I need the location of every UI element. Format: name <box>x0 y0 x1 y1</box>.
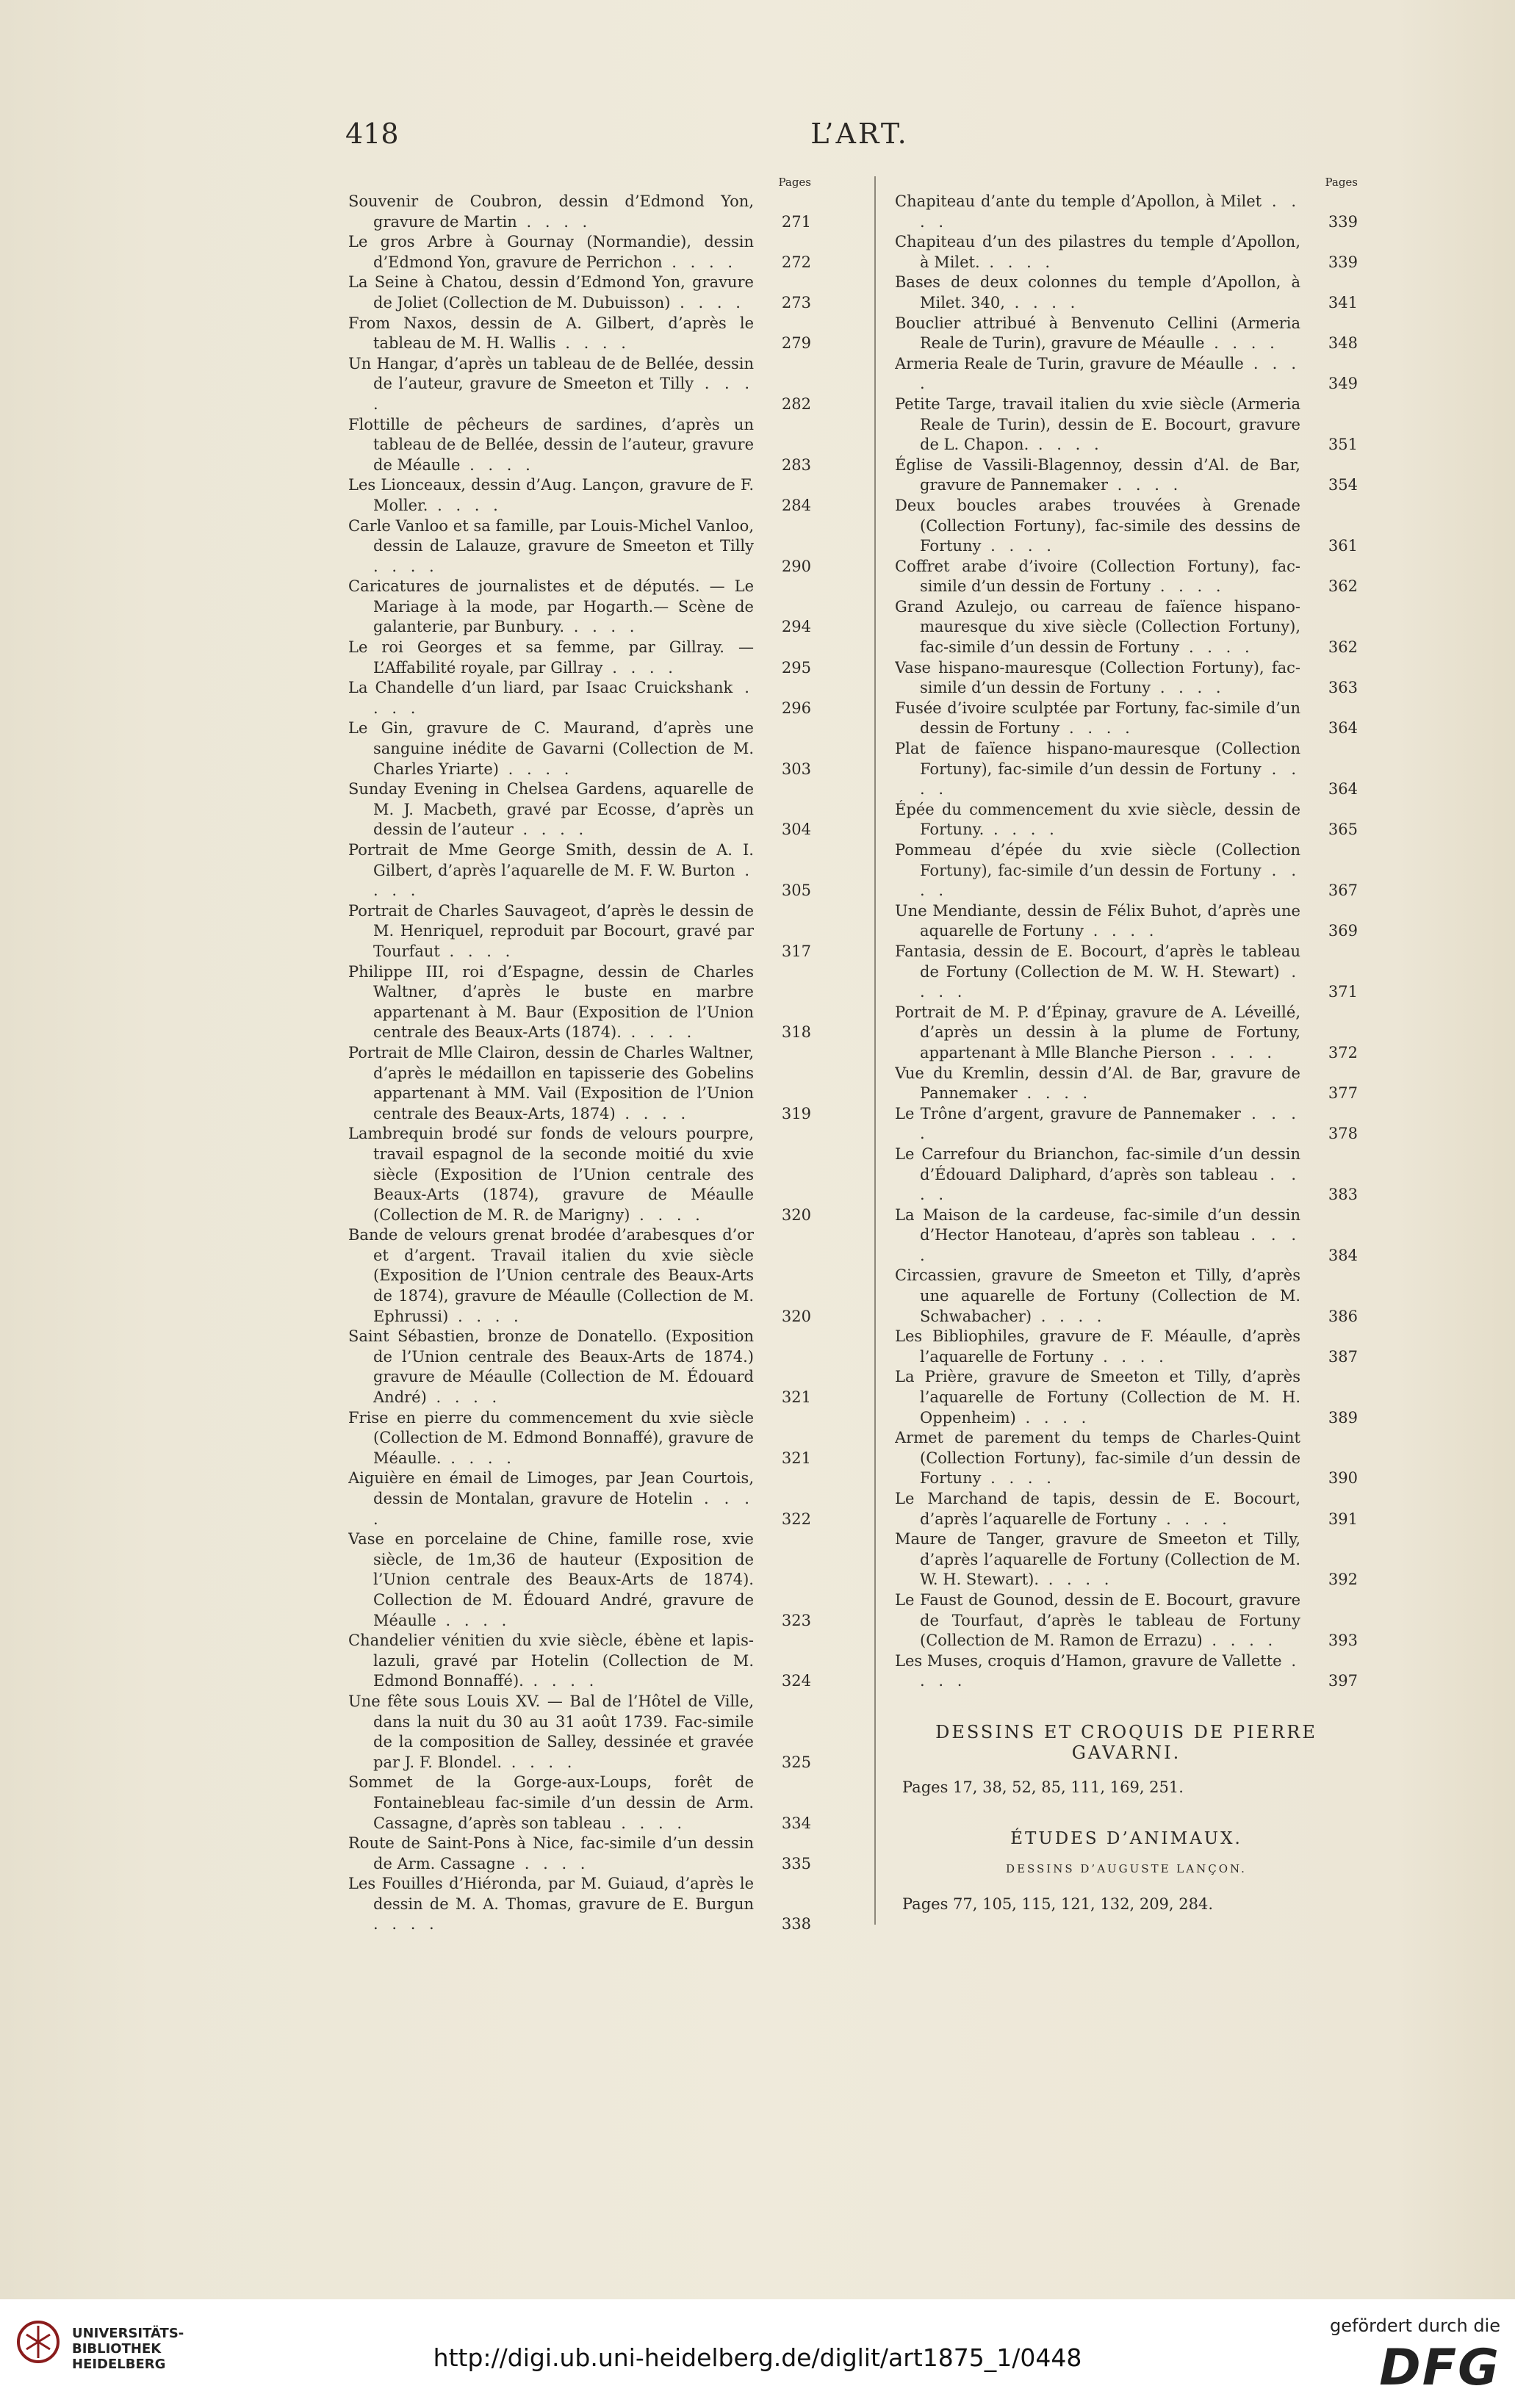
gavarni-section-title: DESSINS ET CROQUIS DE PIERRE GAVARNI. <box>935 1721 1317 1763</box>
entry-page-number: 372 <box>1328 1043 1358 1061</box>
dot-leader: . . . . <box>979 253 1055 271</box>
entry-page-number: 339 <box>1328 253 1358 271</box>
dot-leader: . . . . <box>426 1388 502 1407</box>
entry-title: Bouclier attribué à Benvenuto Cellini (Armeria Reale de Turin), gravure de Méaulle . . . . <box>895 314 1300 353</box>
index-entry <box>895 394 1358 455</box>
entry-page-number: 391 <box>1328 1510 1358 1528</box>
entry-page-number: 319 <box>781 1104 811 1122</box>
entry-title: Caricatures de journalistes et de députés. — Le Mariage à la mode, par Hogarth.— Scène de galanterie, par Bunbury. . . . . <box>348 577 754 636</box>
right-column <box>895 173 1358 1915</box>
dot-leader: . . . . <box>920 1104 1300 1143</box>
dot-leader: . . . . <box>1039 1571 1114 1589</box>
dot-leader: . . . . <box>1204 334 1279 353</box>
index-entry <box>895 192 1358 232</box>
index-entry <box>348 516 811 577</box>
entry-title: Vase en porcelaine de Chine, famille rose, xvie siècle, de 1m,36 de hauteur (Exposition de l’Union centrale des Beaux-Arts de 1874). Collection de M. Édouard André, gravure de Méaulle . . . . <box>348 1530 754 1629</box>
index-entry <box>348 577 811 638</box>
entry-page-number: 338 <box>781 1915 811 1933</box>
entry-title: Grand Azulejo, ou carreau de faïence hispano-mauresque du xive siècle (Collection Fortuny), fac-simile d’un dessin de Fortuny . . . . <box>895 597 1300 657</box>
entry-page-number: 387 <box>1328 1347 1358 1366</box>
dot-leader: . . . . <box>517 212 592 231</box>
entry-title: Saint Sébastien, bronze de Donatello. (Exposition de l’Union centrale des Beaux-Arts de 1874.) gravure de Méaulle (Collection de M. Édouard André) . . . . <box>348 1327 754 1407</box>
entry-title: Frise en pierre du commencement du xvie siècle (Collection de M. Edmond Bonnaffé), gravure de Méaulle. . . . . <box>348 1408 754 1467</box>
entry-page-number: 317 <box>781 942 811 960</box>
entry-title: Aiguière en émail de Limoges, par Jean Courtois, dessin de Montalan, gravure de Hotelin . . . . <box>348 1469 754 1528</box>
running-title: L’ART. <box>810 118 909 150</box>
dot-leader: . . . . <box>611 1814 687 1832</box>
entry-page-number: 296 <box>781 699 811 717</box>
dot-leader: . . . . <box>920 962 1300 1001</box>
index-entry <box>895 1144 1358 1205</box>
entry-title: Le Gin, gravure de C. Maurand, d’après une sanguine inédite de Gavarni (Collection de M. Charles Yriarte) . . . . <box>348 719 754 778</box>
entry-title: Chandelier vénitien du xvie siècle, ébène et lapis-lazuli, gravé par Hotelin (Collection de M. Edmond Bonnaffé). . . . . <box>348 1632 754 1690</box>
library-name-line: HEIDELBERG <box>72 2357 166 2372</box>
entry-page-number: 290 <box>781 557 811 575</box>
entry-page-number: 378 <box>1328 1125 1358 1143</box>
entry-page-number: 318 <box>781 1023 811 1042</box>
entry-title: Une Mendiante, dessin de Félix Buhot, d’après une aquarelle de Fortuny . . . . <box>895 901 1300 940</box>
index-entry <box>348 1834 811 1874</box>
entry-title: Un Hangar, d’après un tableau de de Bellée, dessin de l’auteur, gravure de Smeeton et Tilly . . . . <box>348 354 754 413</box>
dot-leader: . . . . <box>1004 293 1080 311</box>
dot-leader: . . . . <box>981 537 1056 555</box>
index-entry <box>348 415 811 476</box>
dot-leader: . . . . <box>1107 476 1183 494</box>
index-entry <box>348 678 811 718</box>
index-entry <box>895 1367 1358 1428</box>
dot-leader: . . . . <box>1032 1307 1106 1325</box>
entry-title: Maure de Tanger, gravure de Smeeton et Tilly, d’après l’aquarelle de Fortuny (Collection de M. W. H. Stewart). . . . . <box>895 1530 1300 1589</box>
page-header <box>345 118 1374 162</box>
entry-page-number: 365 <box>1328 821 1358 839</box>
dot-leader: . . . . <box>670 293 745 311</box>
index-entry <box>348 314 811 354</box>
entry-title: Route de Saint-Pons à Nice, fac-simile d’un dessin de Arm. Cassagne . . . . <box>348 1834 754 1872</box>
entry-title: La Chandelle d’un liard, par Isaac Cruickshank . . . . <box>348 679 754 717</box>
index-entry <box>348 273 811 313</box>
index-entry <box>895 1489 1358 1529</box>
index-entry <box>348 475 811 516</box>
left-entry-list <box>348 192 811 1935</box>
entry-page-number: 383 <box>1328 1186 1358 1204</box>
entry-title: Le Marchand de tapis, dessin de E. Bocourt, d’après l’aquarelle de Fortuny . . . . <box>895 1490 1300 1528</box>
dot-leader: . . . . <box>502 1753 577 1771</box>
dot-leader: . . . . <box>373 679 754 717</box>
entry-title: La Maison de la cardeuse, fac-simile d’un dessin d’Hector Hanoteau, d’après son tableau . . . . <box>895 1205 1300 1264</box>
entry-title: Épée du commencement du xvie siècle, dessin de Fortuny. . . . . <box>895 800 1300 839</box>
index-entry <box>895 1590 1358 1651</box>
entry-page-number: 362 <box>1328 577 1358 596</box>
entry-title: Philippe III, roi d’Espagne, dessin de Charles Waltner, d’après le buste en marbre appartenant à M. Baur (Exposition de l’Union centrale des Beaux-Arts (1874). . . . . <box>348 962 754 1042</box>
index-entry <box>895 597 1358 658</box>
index-entry <box>895 1266 1358 1327</box>
index-entry <box>348 962 811 1043</box>
index-entry <box>895 314 1358 354</box>
dot-leader: . . . . <box>373 1915 439 1933</box>
entry-title: Les Fouilles d’Hiéronda, par M. Guiaud, d’après le dessin de M. A. Thomas, gravure de E. Burgun . . . . <box>348 1875 754 1933</box>
dot-leader: . . . . <box>1015 1408 1091 1427</box>
entry-page-number: 323 <box>781 1611 811 1629</box>
dot-leader: . . . . <box>984 821 1059 839</box>
entry-page-number: 320 <box>781 1307 811 1325</box>
index-entry <box>348 1631 811 1692</box>
entry-title: Flottille de pêcheurs de sardines, d’après un tableau de de Bellée, dessin de l’auteur, gravure de Méaulle . . . . <box>348 415 754 474</box>
dot-leader: . . . . <box>1017 1084 1093 1103</box>
entry-page-number: 304 <box>781 821 811 839</box>
column-divider <box>874 176 876 1925</box>
index-entry <box>895 1327 1358 1367</box>
entry-title: Carle Vanloo et sa famille, par Louis-Michel Vanloo, dessin de Lalauze, gravure de Smeeton et Tilly . . . . <box>348 516 754 575</box>
entry-title: Souvenir de Coubron, dessin d’Edmond Yon, gravure de Martin . . . . <box>348 192 754 231</box>
entry-page-number: 321 <box>781 1388 811 1407</box>
entry-title: Armet de parement du temps de Charles-Quint (Collection Fortuny), fac-simile d’un dessin de Fortuny . . . . <box>895 1429 1300 1488</box>
dot-leader: . . . . <box>1059 719 1134 738</box>
dot-leader: . . . . <box>373 557 439 575</box>
animaux-section-subtitle: DESSINS D’AUGUSTE LANÇON. <box>1006 1862 1247 1876</box>
index-entry <box>348 718 811 779</box>
entry-title: Portrait de Mlle Clairon, dessin de Charles Waltner, d’après le médaillon en tapisserie des Gobelins appartenant à MM. Vail (Exposition de l’Union centrale des Beaux-Arts, 1874) . . . . <box>348 1043 754 1122</box>
entry-title: Plat de faïence hispano-mauresque (Collection Fortuny), fac-simile d’un dessin de Fortuny . . . . <box>895 740 1300 799</box>
index-entry <box>895 658 1358 699</box>
entry-page-number: 392 <box>1328 1571 1358 1589</box>
index-entry <box>895 1205 1358 1266</box>
index-entry <box>348 638 811 678</box>
index-entry <box>895 1651 1358 1692</box>
index-entry <box>348 901 811 962</box>
entry-title: Bande de velours grenat brodée d’arabesques d’or et d’argent. Travail italien du xvie siècle (Exposition de l’Union centrale des Beaux-Arts de 1874), gravure de Méaulle (Collection de M. Ephrussi) . . . . <box>348 1226 754 1325</box>
index-entry <box>348 1468 811 1529</box>
entry-page-number: 271 <box>781 212 811 231</box>
dot-leader: . . . . <box>621 1023 697 1042</box>
dot-leader: . . . . <box>1084 922 1159 940</box>
entry-title: Circassien, gravure de Smeeton et Tilly, d’après une aquarelle de Fortuny (Collection de M. Schwabacher) . . . . <box>895 1266 1300 1325</box>
entry-page-number: 369 <box>1328 922 1358 940</box>
entry-title: Fantasia, dessin de E. Bocourt, d’après le tableau de Fortuny (Collection de M. W. H. Stewart) . . . . <box>895 942 1300 1001</box>
index-entry <box>895 496 1358 557</box>
entry-title: Vue du Kremlin, dessin d’Al. de Bar, gravure de Pannemaker . . . . <box>895 1064 1300 1103</box>
dot-leader: . . . . <box>920 1651 1300 1690</box>
dot-leader: . . . . <box>920 760 1300 799</box>
entry-title: Petite Targe, travail italien du xvie siècle (Armeria Reale de Turin), dessin de E. Bocourt, gravure de L. Chapon. . . . . <box>895 394 1300 454</box>
entry-title: Le gros Arbre à Gournay (Normandie), dessin d’Edmond Yon, gravure de Perrichon . . . . <box>348 233 754 271</box>
dot-leader: . . . . <box>441 1449 516 1467</box>
entry-title: Église de Vassili-Blagennoy, dessin d’Al. de Bar, gravure de Pannemaker . . . . <box>895 455 1300 494</box>
entry-page-number: 320 <box>781 1205 811 1224</box>
library-name-line: BIBLIOTHEK <box>72 2341 162 2357</box>
entry-title: Portrait de Mme George Smith, dessin de A. I. Gilbert, d’après l’aquarelle de M. F. W. Burton . . . . <box>348 841 754 900</box>
dot-leader: . . . . <box>513 821 589 839</box>
dot-leader: . . . . <box>920 861 1300 900</box>
dot-leader: . . . . <box>1179 638 1254 657</box>
entry-page-number: 390 <box>1328 1469 1358 1488</box>
entry-title: La Prière, gravure de Smeeton et Tilly, d’après l’aquarelle de Fortuny (Collection de M. H. Oppenheim) . . . . <box>895 1368 1300 1427</box>
entry-page-number: 364 <box>1328 780 1358 799</box>
index-entry <box>895 1064 1358 1104</box>
dot-leader: . . . . <box>1201 1043 1276 1061</box>
dot-leader: . . . . <box>436 1611 511 1629</box>
dot-leader: . . . . <box>981 1469 1056 1488</box>
entry-page-number: 335 <box>781 1854 811 1872</box>
entry-page-number: 279 <box>781 334 811 353</box>
entry-page-number: 377 <box>1328 1084 1358 1103</box>
entry-title: Deux boucles arabes trouvées à Grenade (Collection Fortuny), fac-simile des dessins de Fortuny . . . . <box>895 496 1300 555</box>
dot-leader: . . . . <box>373 1490 754 1528</box>
index-entry <box>348 840 811 901</box>
entry-title: Les Lionceaux, dessin d’Aug. Lançon, gravure de F. Moller. . . . . <box>348 476 754 514</box>
index-entry <box>895 1529 1358 1590</box>
dot-leader: . . . . <box>920 192 1300 231</box>
index-entry <box>348 1773 811 1834</box>
dot-leader: . . . . <box>1156 1510 1231 1528</box>
entry-title: Portrait de M. P. d’Épinay, gravure de A. Léveillé, d’après un dessin à la plume de Fortuny, appartenant à Mlle Blanche Pierson . . . . <box>895 1003 1300 1061</box>
dot-leader: . . . . <box>373 375 754 413</box>
index-entry <box>348 1327 811 1407</box>
dot-leader: . . . . <box>428 496 503 514</box>
entry-page-number: 361 <box>1328 537 1358 555</box>
entry-title: Vase hispano-mauresque (Collection Fortuny), fac-simile d’un dessin de Fortuny . . . . <box>895 658 1300 697</box>
entry-title: Lambrequin brodé sur fonds de velours pourpre, travail espagnol de la seconde moitié du xvie siècle (Exposition de l’Union centrale des Beaux-Arts (1874), gravure de Méaulle (Collection de M. R. de Marigny) . . . . <box>348 1125 754 1224</box>
animaux-section-title: ÉTUDES D’ANIMAUX. <box>1010 1828 1242 1848</box>
source-url[interactable]: http://digi.ub.uni-heidelberg.de/diglit/art1875_1/0448 <box>433 2343 1082 2372</box>
entry-title: Le Trône d’argent, gravure de Pannemaker . . . . <box>895 1104 1300 1143</box>
library-name-line: UNIVERSITÄTS- <box>72 2326 184 2341</box>
dot-leader: . . . . <box>615 1104 691 1122</box>
index-entry <box>895 800 1358 840</box>
right-entry-list <box>895 192 1358 1692</box>
index-entry <box>348 1043 811 1124</box>
index-entry <box>348 1225 811 1327</box>
entry-page-number: 324 <box>781 1672 811 1690</box>
entry-page-number: 393 <box>1328 1632 1358 1650</box>
entry-page-number: 371 <box>1328 983 1358 1001</box>
gavarni-page-list: Pages 17, 38, 52, 85, 111, 169, 251. <box>902 1778 1184 1797</box>
digitization-footer <box>0 2299 1515 2408</box>
index-entry <box>348 1124 811 1225</box>
dot-leader: . . . . <box>1151 679 1226 697</box>
entry-page-number: 389 <box>1328 1408 1358 1427</box>
left-column <box>348 173 811 1935</box>
dot-leader: . . . . <box>515 1854 590 1872</box>
index-entry <box>895 840 1358 901</box>
entry-page-number: 305 <box>781 882 811 900</box>
dot-leader: . . . . <box>1151 577 1226 596</box>
dot-leader: . . . . <box>448 1307 523 1325</box>
index-entry <box>895 273 1358 313</box>
entry-title: Portrait de Charles Sauvageot, d’après le dessin de M. Henriquel, reproduit par Bocourt, gravé par Tourfaut . . . . <box>348 901 754 960</box>
index-entry <box>895 557 1358 597</box>
entry-title: Les Bibliophiles, gravure de F. Méaulle, d’après l’aquarelle de Fortuny . . . . <box>895 1327 1300 1366</box>
dot-leader: . . . . <box>523 1672 599 1690</box>
entry-page-number: 363 <box>1328 679 1358 697</box>
entry-page-number: 334 <box>781 1814 811 1832</box>
pages-heading-left: Pages <box>778 176 811 189</box>
entry-title: Le roi Georges et sa femme, par Gillray. — L’Affabilité royale, par Gillray . . . . <box>348 638 754 677</box>
dot-leader: . . . . <box>662 253 737 271</box>
entry-page-number: 351 <box>1328 436 1358 454</box>
entry-page-number: 386 <box>1328 1307 1358 1325</box>
dot-leader: . . . . <box>564 618 639 636</box>
entry-page-number: 273 <box>781 293 811 311</box>
index-entry <box>895 942 1358 1003</box>
entry-page-number: 303 <box>781 760 811 778</box>
dot-leader: . . . . <box>498 760 574 778</box>
entry-page-number: 397 <box>1328 1672 1358 1690</box>
index-entry <box>348 1692 811 1773</box>
entry-title: Fusée d’ivoire sculptée par Fortuny, fac-simile d’un dessin de Fortuny . . . . <box>895 699 1300 738</box>
entry-page-number: 348 <box>1328 334 1358 353</box>
dot-leader: . . . . <box>555 334 630 353</box>
dfg-logo: DFG <box>1379 2339 1500 2397</box>
pages-heading-right: Pages <box>1325 176 1358 189</box>
index-entry <box>895 232 1358 273</box>
entry-title: Le Carrefour du Brianchon, fac-simile d’un dessin d’Édouard Daliphard, d’après son tableau . . . . <box>895 1144 1300 1204</box>
index-entry <box>348 354 811 415</box>
entry-title: Les Muses, croquis d’Hamon, gravure de Vallette . . . . <box>895 1651 1300 1690</box>
dot-leader: . . . . <box>1093 1347 1168 1366</box>
entry-title: Pommeau d’épée du xvie siècle (Collection Fortuny), fac-simile d’un dessin de Fortuny . . . . <box>895 841 1300 900</box>
entry-page-number: 349 <box>1328 375 1358 393</box>
index-entry <box>348 779 811 840</box>
funding-label: gefördert durch die <box>1330 2315 1500 2336</box>
entry-page-number: 283 <box>781 455 811 474</box>
dot-leader: . . . . <box>373 861 754 900</box>
entry-page-number: 367 <box>1328 882 1358 900</box>
dot-leader: . . . . <box>920 1226 1300 1264</box>
entry-title: Chapiteau d’un des pilastres du temple d’Apollon, à Milet. . . . . <box>895 233 1300 271</box>
entry-page-number: 364 <box>1328 719 1358 738</box>
index-entry <box>348 1874 811 1935</box>
dot-leader: . . . . <box>630 1205 705 1224</box>
entry-title: Sunday Evening in Chelsea Gardens, aquarelle de M. J. Macbeth, gravé par Ecosse, d’après un dessin de l’auteur . . . . <box>348 780 754 839</box>
animaux-page-list: Pages 77, 105, 115, 121, 132, 209, 284. <box>902 1895 1214 1913</box>
entry-page-number: 322 <box>781 1510 811 1528</box>
entry-page-number: 354 <box>1328 476 1358 494</box>
entry-page-number: 294 <box>781 618 811 636</box>
entry-title: Coffret arabe d’ivoire (Collection Fortuny), fac-simile d’un dessin de Fortuny . . . . <box>895 557 1300 596</box>
index-entry <box>348 1408 811 1469</box>
entry-page-number: 325 <box>781 1753 811 1771</box>
entry-page-number: 295 <box>781 658 811 677</box>
dot-leader: . . . . <box>1202 1632 1278 1650</box>
entry-title: Le Faust de Gounod, dessin de E. Bocourt, gravure de Tourfaut, d’après le tableau de Fortuny (Collection de M. Ramon de Errazu) . . . . <box>895 1590 1300 1650</box>
dot-leader: . . . . <box>920 354 1300 393</box>
index-entry <box>348 232 811 273</box>
index-entry <box>895 739 1358 800</box>
entry-page-number: 284 <box>781 496 811 514</box>
entry-page-number: 362 <box>1328 638 1358 657</box>
index-entry <box>895 1003 1358 1064</box>
dot-leader: . . . . <box>920 1165 1300 1204</box>
entry-title: Sommet de la Gorge-aux-Loups, forêt de Fontainebleau fac-simile d’un dessin de Arm. Cassagne, d’après son tableau . . . . <box>348 1773 754 1832</box>
index-entry <box>895 354 1358 394</box>
index-entry <box>348 192 811 232</box>
dot-leader: . . . . <box>460 455 535 474</box>
entry-title: Bases de deux colonnes du temple d’Apollon, à Milet. 340, . . . . <box>895 273 1300 311</box>
entry-page-number: 282 <box>781 394 811 413</box>
page-number: 418 <box>345 118 399 150</box>
index-entry <box>895 1428 1358 1489</box>
index-entry <box>895 1104 1358 1144</box>
index-entry <box>895 455 1358 496</box>
entry-title: Armeria Reale de Turin, gravure de Méaulle . . . . <box>895 354 1300 393</box>
entry-page-number: 272 <box>781 253 811 271</box>
entry-title: Chapiteau d’ante du temple d’Apollon, à Milet . . . . <box>895 192 1300 231</box>
entry-page-number: 321 <box>781 1449 811 1467</box>
entry-page-number: 384 <box>1328 1246 1358 1264</box>
index-entry <box>895 901 1358 942</box>
entry-title: From Naxos, dessin de A. Gilbert, d’après le tableau de M. H. Wallis . . . . <box>348 314 754 353</box>
dot-leader: . . . . <box>1029 436 1104 454</box>
entry-page-number: 341 <box>1328 293 1358 311</box>
entry-title: La Seine à Chatou, dessin d’Edmond Yon, gravure de Joliet (Collection de M. Dubuisson) . . . . <box>348 273 754 311</box>
entry-title: Une fête sous Louis XV. — Bal de l’Hôtel de Ville, dans la nuit du 30 au 31 août 1739. Fac-simile de la composition de Salley, dessinée et gravée par J. F. Blondel. . . . . <box>348 1692 754 1771</box>
index-entry <box>348 1529 811 1631</box>
dot-leader: . . . . <box>439 942 515 960</box>
index-entry <box>895 699 1358 739</box>
entry-page-number: 339 <box>1328 212 1358 231</box>
dot-leader: . . . . <box>602 658 677 677</box>
